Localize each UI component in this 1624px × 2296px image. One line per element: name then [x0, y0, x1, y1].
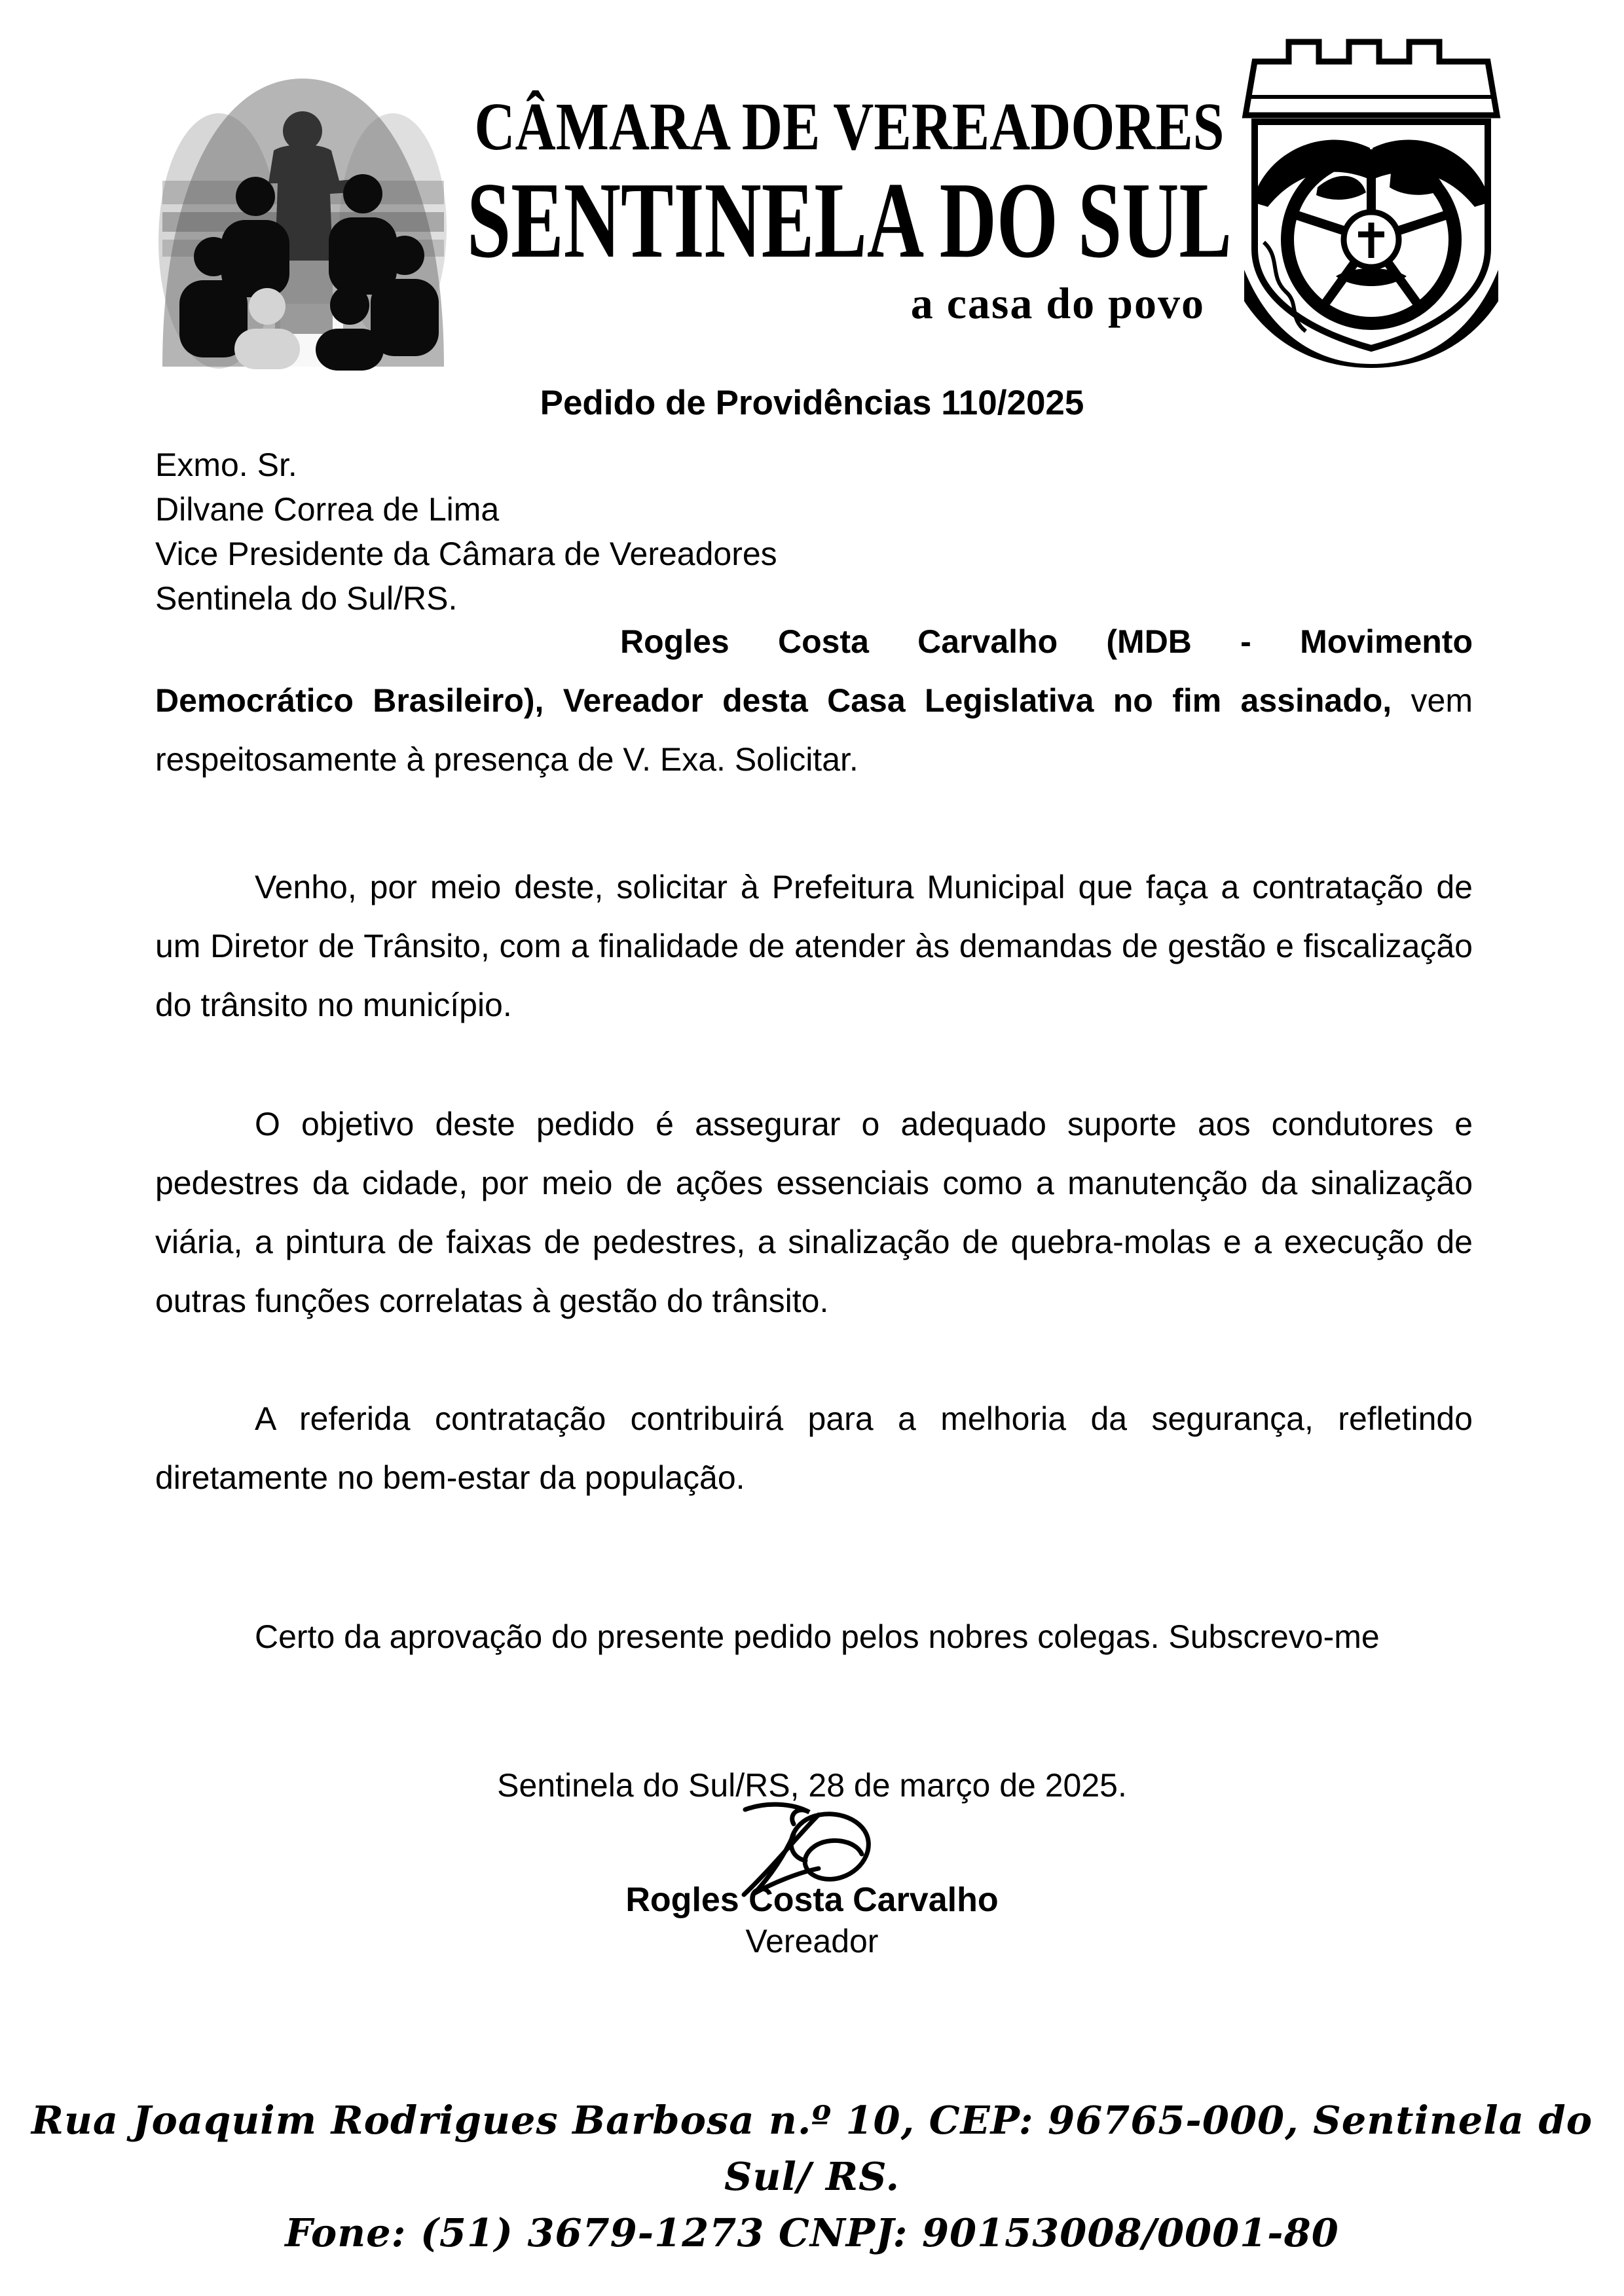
author-identification: Rogles Costa Carvalho (MDB - Movimento Democrático Brasileiro), Vereador desta Casa Legislativa no fim assinado, — [155, 623, 1473, 719]
paragraph-objective: O objetivo deste pedido é assegurar o adequado suporte aos condutores e pedestres da cidade, por meio de ações essenciais como a manutenção da sinalização viária, a pintura de faixas de pedestres, a sinalização de quebra-molas e a execução de outras funções correlatas à gestão do trânsito. — [155, 1106, 1473, 1319]
paragraph-text: vem respeitosamente à presença de V. Exa. Solicitar. — [155, 682, 1473, 778]
org-name-line1 — [458, 90, 1241, 164]
addressee-line: Sentinela do Sul/RS. — [155, 580, 458, 617]
mural-crown — [1246, 42, 1497, 115]
municipal-coat-of-arms-icon — [1226, 33, 1518, 369]
addressee-line: Exmo. Sr. — [155, 446, 297, 483]
org-tagline: a casa do povo — [910, 278, 1205, 328]
signer-role: Vereador — [745, 1923, 879, 1959]
date-line: Sentinela do Sul/RS, 28 de março de 2025. — [497, 1767, 1127, 1804]
paragraph-closing: Certo da aprovação do presente pedido pelos nobres colegas. Subscrevo-me — [255, 1618, 1380, 1655]
org-name-line2-text: SENTINELA DO SUL — [467, 160, 1232, 280]
org-name-line1-text: CÂMARA DE VEREADORES — [474, 89, 1225, 164]
document-title: Pedido de Providências 110/2025 — [540, 384, 1084, 422]
letterhead-footer — [0, 2092, 1624, 2261]
footer-phone-line: Fone: (51) 3679-1273 CNPJ: 90153008/0001-80 — [285, 2210, 1339, 2255]
paragraph-benefit: A referida contratação contribuirá para a melhoria da segurança, refletindo diretamente no bem-estar da população. — [155, 1400, 1473, 1496]
addressee-line: Dilvane Correa de Lima — [155, 491, 500, 528]
people-assembly-statue-logo-icon — [145, 45, 461, 372]
footer-address-line: Rua Joaquim Rodrigues Barbosa n.º 10, CEP: 96765-000, Sentinela do Sul/ RS. — [31, 2098, 1593, 2199]
org-name-line2 — [458, 160, 1241, 280]
addressee-line: Vice Presidente da Câmara de Vereadores — [155, 536, 777, 572]
paragraph-introduction — [155, 612, 1473, 789]
addressee-block — [155, 443, 1203, 621]
paragraph-request: Venho, por meio deste, solicitar à Prefeitura Municipal que faça a contratação de um Diretor de Trânsito, com a finalidade de atender às demandas de gestão e fiscalização do trânsito no município. — [155, 869, 1473, 1023]
signer-name: Rogles Costa Carvalho — [625, 1881, 999, 1919]
handwritten-signature-icon — [720, 1795, 891, 1906]
